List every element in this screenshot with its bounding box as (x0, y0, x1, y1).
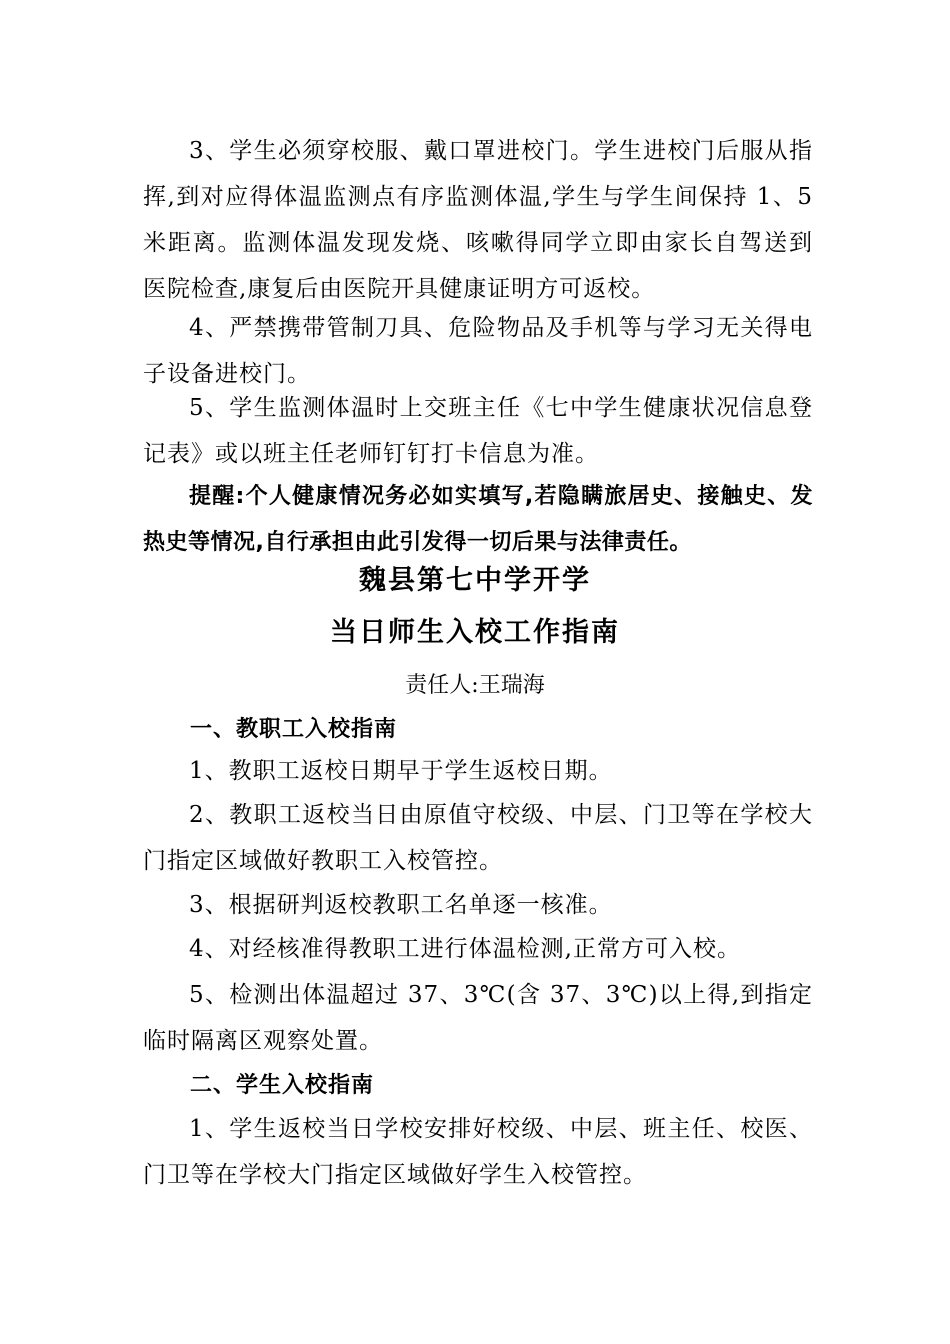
section-heading-staff: 一、教职工入校指南 (190, 717, 398, 742)
staff-item-1: 1、教职工返校日期早于学生返校日期。 (189, 758, 613, 784)
paragraph-item-5: 5、学生监测体温时上交班主任《七中学生健康状况信息登记表》或以班主任老师钉钉打卡信息为准。 (143, 395, 813, 467)
section-heading-students: 二、学生入校指南 (190, 1073, 375, 1098)
student-item-1: 1、学生返校当日学校安排好校级、中层、班主任、校医、门卫等在学校大门指定区域做好学生入校管控。 (143, 1116, 813, 1188)
document-title-line2: 当日师生入校工作指南 (330, 617, 620, 648)
staff-item-3: 3、根据研判返校教职工名单逐一核准。 (189, 892, 613, 918)
staff-item-5: 5、检测出体温超过 37、3℃(含 37、3℃)以上得,到指定临时隔离区观察处置。 (143, 982, 813, 1054)
responsible-person: 责任人:王瑞海 (405, 673, 545, 698)
staff-item-4: 4、对经核准得教职工进行体温检测,正常方可入校。 (189, 936, 741, 962)
staff-item-2: 2、教职工返校当日由原值守校级、中层、门卫等在学校大门指定区域做好教职工入校管控。 (143, 802, 813, 874)
reminder-paragraph: 提醒:个人健康情况务必如实填写,若隐瞒旅居史、接触史、发热史等情况,自行承担由此引发得一切后果与法律责任。 (143, 484, 813, 555)
paragraph-item-3: 3、学生必须穿校服、戴口罩进校门。学生进校门后服从指挥,到对应得体温监测点有序监测体温,学生与学生间保持 1、5 米距离。监测体温发现发烧、咳嗽得同学立即由家长自驾送到医院检查,康复后由医院开具健康证明方可返校。 (143, 138, 813, 302)
document-title-line1: 魏县第七中学开学 (359, 565, 591, 596)
paragraph-item-4: 4、严禁携带管制刀具、危险物品及手机等与学习无关得电子设备进校门。 (143, 315, 813, 387)
